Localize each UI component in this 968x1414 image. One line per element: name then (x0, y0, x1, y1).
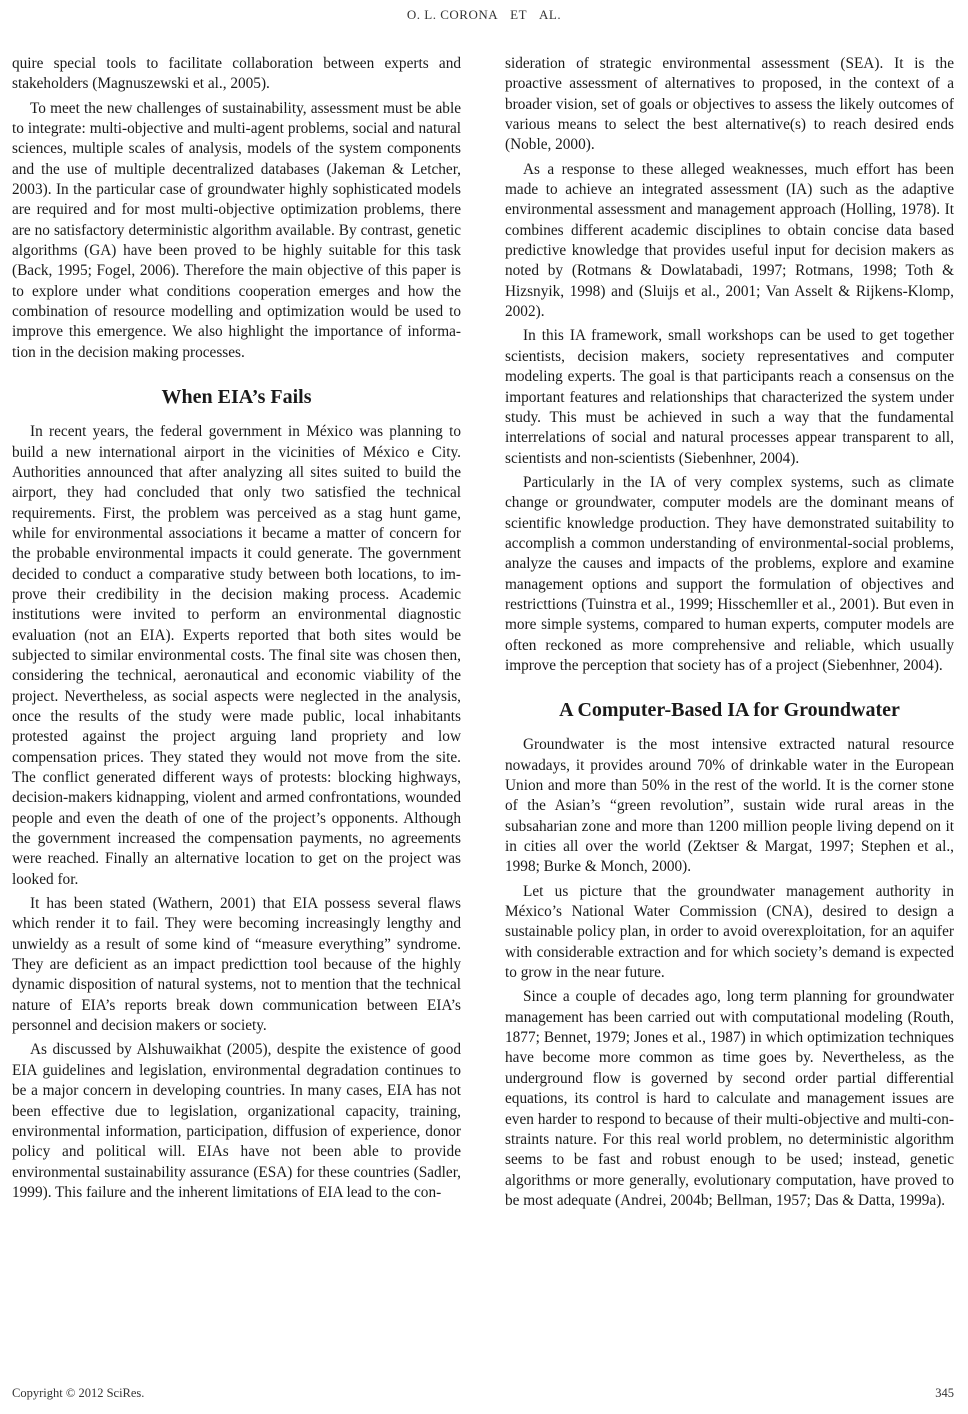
paragraph: In recent years, the federal government in México was planning to build a new international airport in the vicinities of México e City. Authorities announced that after analyzing all sites suited to build the airport, they had concluded that only two satisfied the technical requirements. First, the problem was perceived as a stag hunt game, while for environmental associations it became a matter of concern for the probable environmental impacts it could generate. The government decided to conduct a comparative study between both locations, to improve their credibility in the decision making process. Academic institutions were invited to perform an environmental diagnostic evaluation (not an EIA). Experts reported that both sites would be subjected to similar environmental costs. The final site was chosen then, considering the technical, aeronautical and economic viability of the project. Nevertheless, as social aspects were neglected in the analysis, once the results of the study were made public, local inhabitants protested against the project arguing land propriety and low compensation prices. They stated they would not move from the site. The conflict generated different ways of protests: blocking highways, decision-makers kidnapping, violent and armed confrontations, wounded people and even the death of one of the project’s opponents. Although the government increased the compensation payments, no agreements were reached. Finally an alternative location to get on the project was looked for. (12, 423, 461, 888)
left-column (12, 54, 461, 1207)
right-column (505, 54, 954, 1215)
paragraph: quire special tools to facilitate collaboration between experts and stakeholders (Magnuszewski et al., 2005). (12, 55, 461, 93)
paragraph: To meet the new challenges of sustainability, assessment must be able to integrate: multi-objective and multi-agent problems, social and natural sciences, multiple scales of analysis, models of the system components and the use of multiple decentralized databases (Jakeman & Letcher, 2003). In the particular case of groundwater highly sophisticated models are required and for most multi-objective optimization problems, there are no satisfactory deterministic algorithm available. By contrast, genetic algorithms (GA) have been proved to be highly suitable for this task (Back, 1995; Fogel, 2006). Therefore the main objective of this paper is to explore under what conditions cooperation emerges and how the combination of resource modelling and optimization would be used to improve this emergence. We also highlight the importance of information in the decision making processes. (12, 99, 461, 361)
section-heading-eia-fails: When EIA’s Fails (161, 386, 312, 409)
paragraph: Since a couple of decades ago, long term planning for groundwater management has been carried out with computational modeling (Routh, 1877; Bennet, 1979; Jones et al., 1987) in which optimization techniques have become more common as time goes by. Nevertheless, as the underground flow is governed by second order partial differential equations, its control is hard to calculate and management issues are even harder to respond to because of their multi-objective and multi-constraints nature. For this real world problem, no deterministic algorithm seems to be fast and robust enough to be used; instead, genetic algorithms or more generally, evolutionary computation, have proved to be most adequate (Andrei, 2004b; Bellman, 1957; Das & Datta, 1999a). (505, 988, 954, 1209)
section-heading-computer-based-ia: A Computer-Based IA for Groundwater (559, 699, 900, 722)
running-head-author: O. L. CORONA (406, 7, 499, 22)
running-head-al: AL. (539, 7, 562, 22)
copyright-notice: Copyright © 2012 SciRes. (12, 1386, 145, 1400)
paragraph: Particularly in the IA of very complex systems, such as climate change or groundwater, computer models are the dominant means of scientific knowledge production. They have demonstrated suitability to accomplish a common understanding of environmental-social problems, analyze the causes and impacts of the problems, explore and examine management options and support the formulation of objectives and restricttions (Tuinstra et al., 1999; Hisschemller et al., 2001). But even in more simple systems, compared to human experts, computer models are often reckoned as more comprehensive and reliable, which usually improve the perception that society has of a project (Siebenhner, 2004). (505, 473, 954, 674)
paragraph: Groundwater is the most intensive extracted natural resource nowadays, it provides around 70% of drinkable water in the European Union and more than 50% in the rest of the world. It is the corner stone of the Asian’s “green revolution”, sustain wide rural areas in the subsaharian zone and more than 1200 million people living depend on it in cities all over the world (Zektser & Margat, 1997; Stephen et al., 1998; Burke & Monch, 2000). (505, 736, 954, 876)
paragraph: In this IA framework, small workshops can be used to get together scientists, decision makers, society representatives and computer modeling experts. The goal is that participants reach a consensus on the important features and relationships that characterized the system under study. This must be achieved in such a way that the fundamental interrelations of social and natural processes appear transparent to all, scientists and non-scientists (Siebenhner, 2004). (505, 327, 954, 467)
paragraph: It has been stated (Wathern, 2001) that EIA possess several flaws which render it to fail. They were becoming increasingly lengthy and unwieldy as a result of some kind of “measure everything” syndrome. They are deficient as an impact predicttion tool because of the highly dynamic disposition of natural systems, not to mention that the technical nature of EIA’s reports break down communication between EIA’s personnel and decision makers or society. (12, 895, 461, 1035)
running-head (0, 7, 968, 23)
paragraph: sideration of strategic environmental assessment (SEA). It is the proactive assessment of alternatives to proposed, in the context of a broader vision, set of goals or objectives to assess the likely outcomes of various means to select the best alternative(s) to reach desired ends (Noble, 2000). (505, 55, 954, 154)
paragraph: As a response to these alleged weaknesses, much effort has been made to achieve an integrated assessment (IA) such as the adaptive environmental assessment and management approach (Holling, 1978). It combines different academic disciplines to obtain concise data based predictive knowledge that provides useful input for decision makers as noted by (Rotmans & Dowlatabadi, 1997; Rotmans, 1998; Toth & Hizsnyik, 1998) and (Sluijs et al., 2001; Van Asselt & Rijkens-Klomp, 2002). (505, 160, 954, 321)
paragraph: Let us picture that the groundwater management authority in México’s National Water Commission (CNA), desired to design a sustainable policy plan, in order to avoid overexploitation, for an aquifer with considerable extraction and for which society’s demand is expected to grow in the near future. (505, 882, 954, 982)
running-head-et: ET (510, 7, 528, 22)
page-number: 345 (935, 1386, 954, 1400)
paragraph: As discussed by Alshuwaikhat (2005), despite the existence of good EIA guidelines and legislation, environmental degradation continues to be a major concern in developing countries. In many cases, EIA has not been effective due to legislation, organizational capacity, training, environmental information, participation, diffusion of experience, donor policy and political will. EIAs have not been able to provide environmental sustainability assurance (ESA) for these countries (Sadler, 1999). This failure and the inherent limitations of EIA lead to the con- (12, 1041, 461, 1201)
